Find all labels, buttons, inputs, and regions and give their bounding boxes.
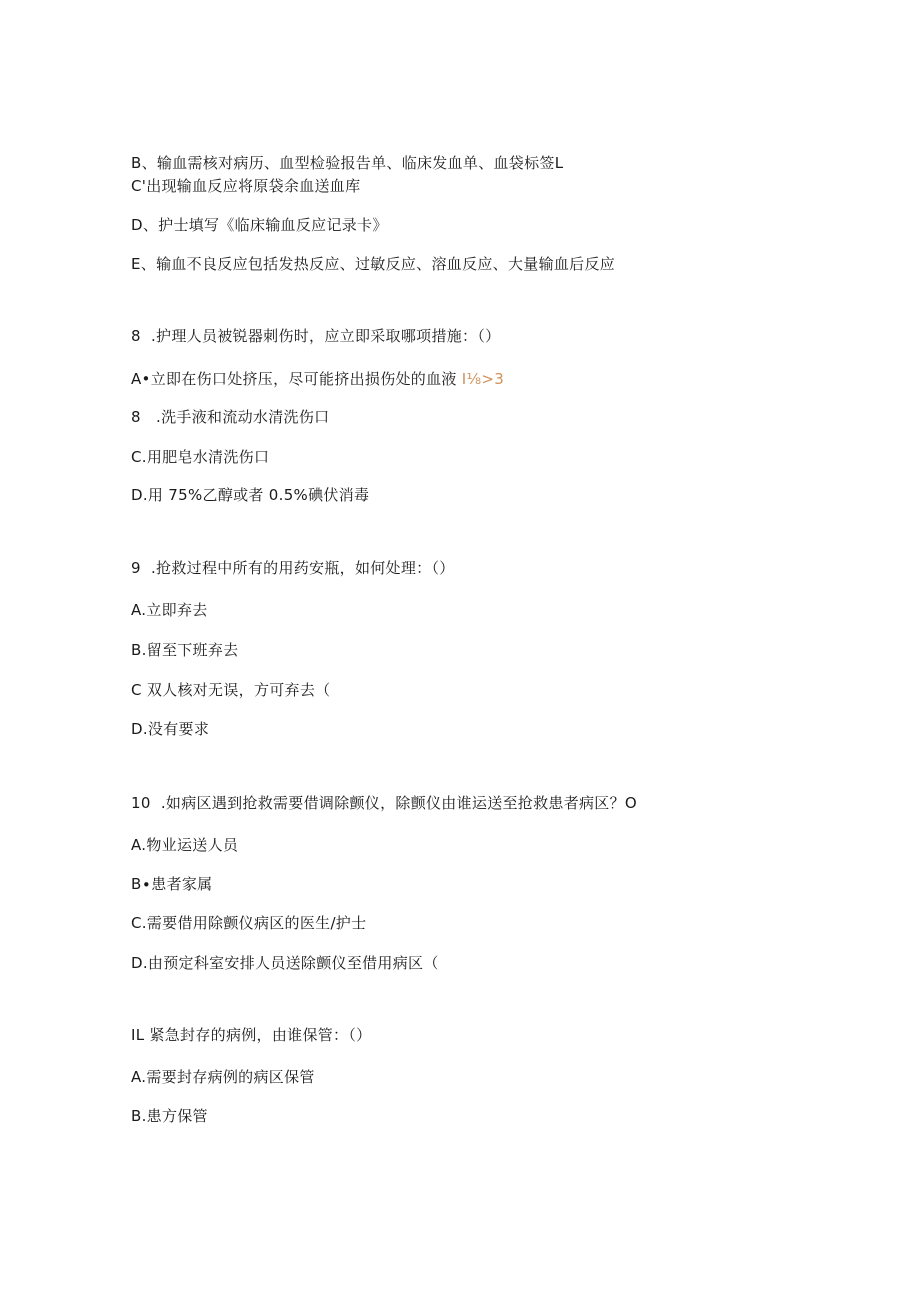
q11-question: IL 紧急封存的病例，由谁保管：（） xyxy=(131,1026,372,1044)
q8-option-c: C.用肥皂水清洗伤口 xyxy=(131,448,270,466)
q7-option-c: C'出现输血反应将原袋余血送血库 xyxy=(131,177,361,195)
q11-option-b: B.患方保管 xyxy=(131,1107,208,1125)
q8-question: 8 .护理人员被锐器刺伤时，应立即采取哪项措施：（） xyxy=(131,327,501,345)
q9-question: 9 .抢救过程中所有的用药安瓶，如何处理：（） xyxy=(131,559,455,577)
q10-option-b: B∙患者家属 xyxy=(131,875,213,893)
q11-option-a: A.需要封存病例的病区保管 xyxy=(131,1068,315,1086)
q9-option-c: C 双人核对无误，方可弃去（ xyxy=(131,681,331,699)
q10-option-a: A.物业运送人员 xyxy=(131,836,239,854)
q7-option-b: B、输血需核对病历、血型检验报告单、临床发血单、血袋标签L xyxy=(131,154,564,172)
q9-option-d: D.没有要求 xyxy=(131,720,210,738)
q8-option-b: 8 .洗手液和流动水清洗伤口 xyxy=(131,408,330,426)
q8-option-a xyxy=(131,369,504,389)
q10-option-d: D.由预定科室安排人员送除颤仪至借用病区（ xyxy=(131,954,439,972)
q7-option-d: D、护士填写《临床输血反应记录卡》 xyxy=(131,216,388,234)
q10-question: 10 .如病区遇到抢救需要借调除颤仪，除颤仪由谁运送至抢救患者病区？O xyxy=(131,794,638,812)
q10-option-c: C.需要借用除颤仪病区的医生/护士 xyxy=(131,914,367,932)
q8-option-a-mark: I⅛>3 xyxy=(461,370,505,388)
q8-option-a-text: A•立即在伤口处挤压，尽可能挤出损伤处的血液 xyxy=(131,370,457,388)
q9-option-a: A.立即弃去 xyxy=(131,601,208,619)
q7-option-e: E、输血不良反应包括发热反应、过敏反应、溶血反应、大量输血后反应 xyxy=(131,255,616,273)
q8-option-d: D.用 75%乙醇或者 0.5%碘伏消毒 xyxy=(131,486,370,504)
q9-option-b: B.留至下班弃去 xyxy=(131,641,239,659)
